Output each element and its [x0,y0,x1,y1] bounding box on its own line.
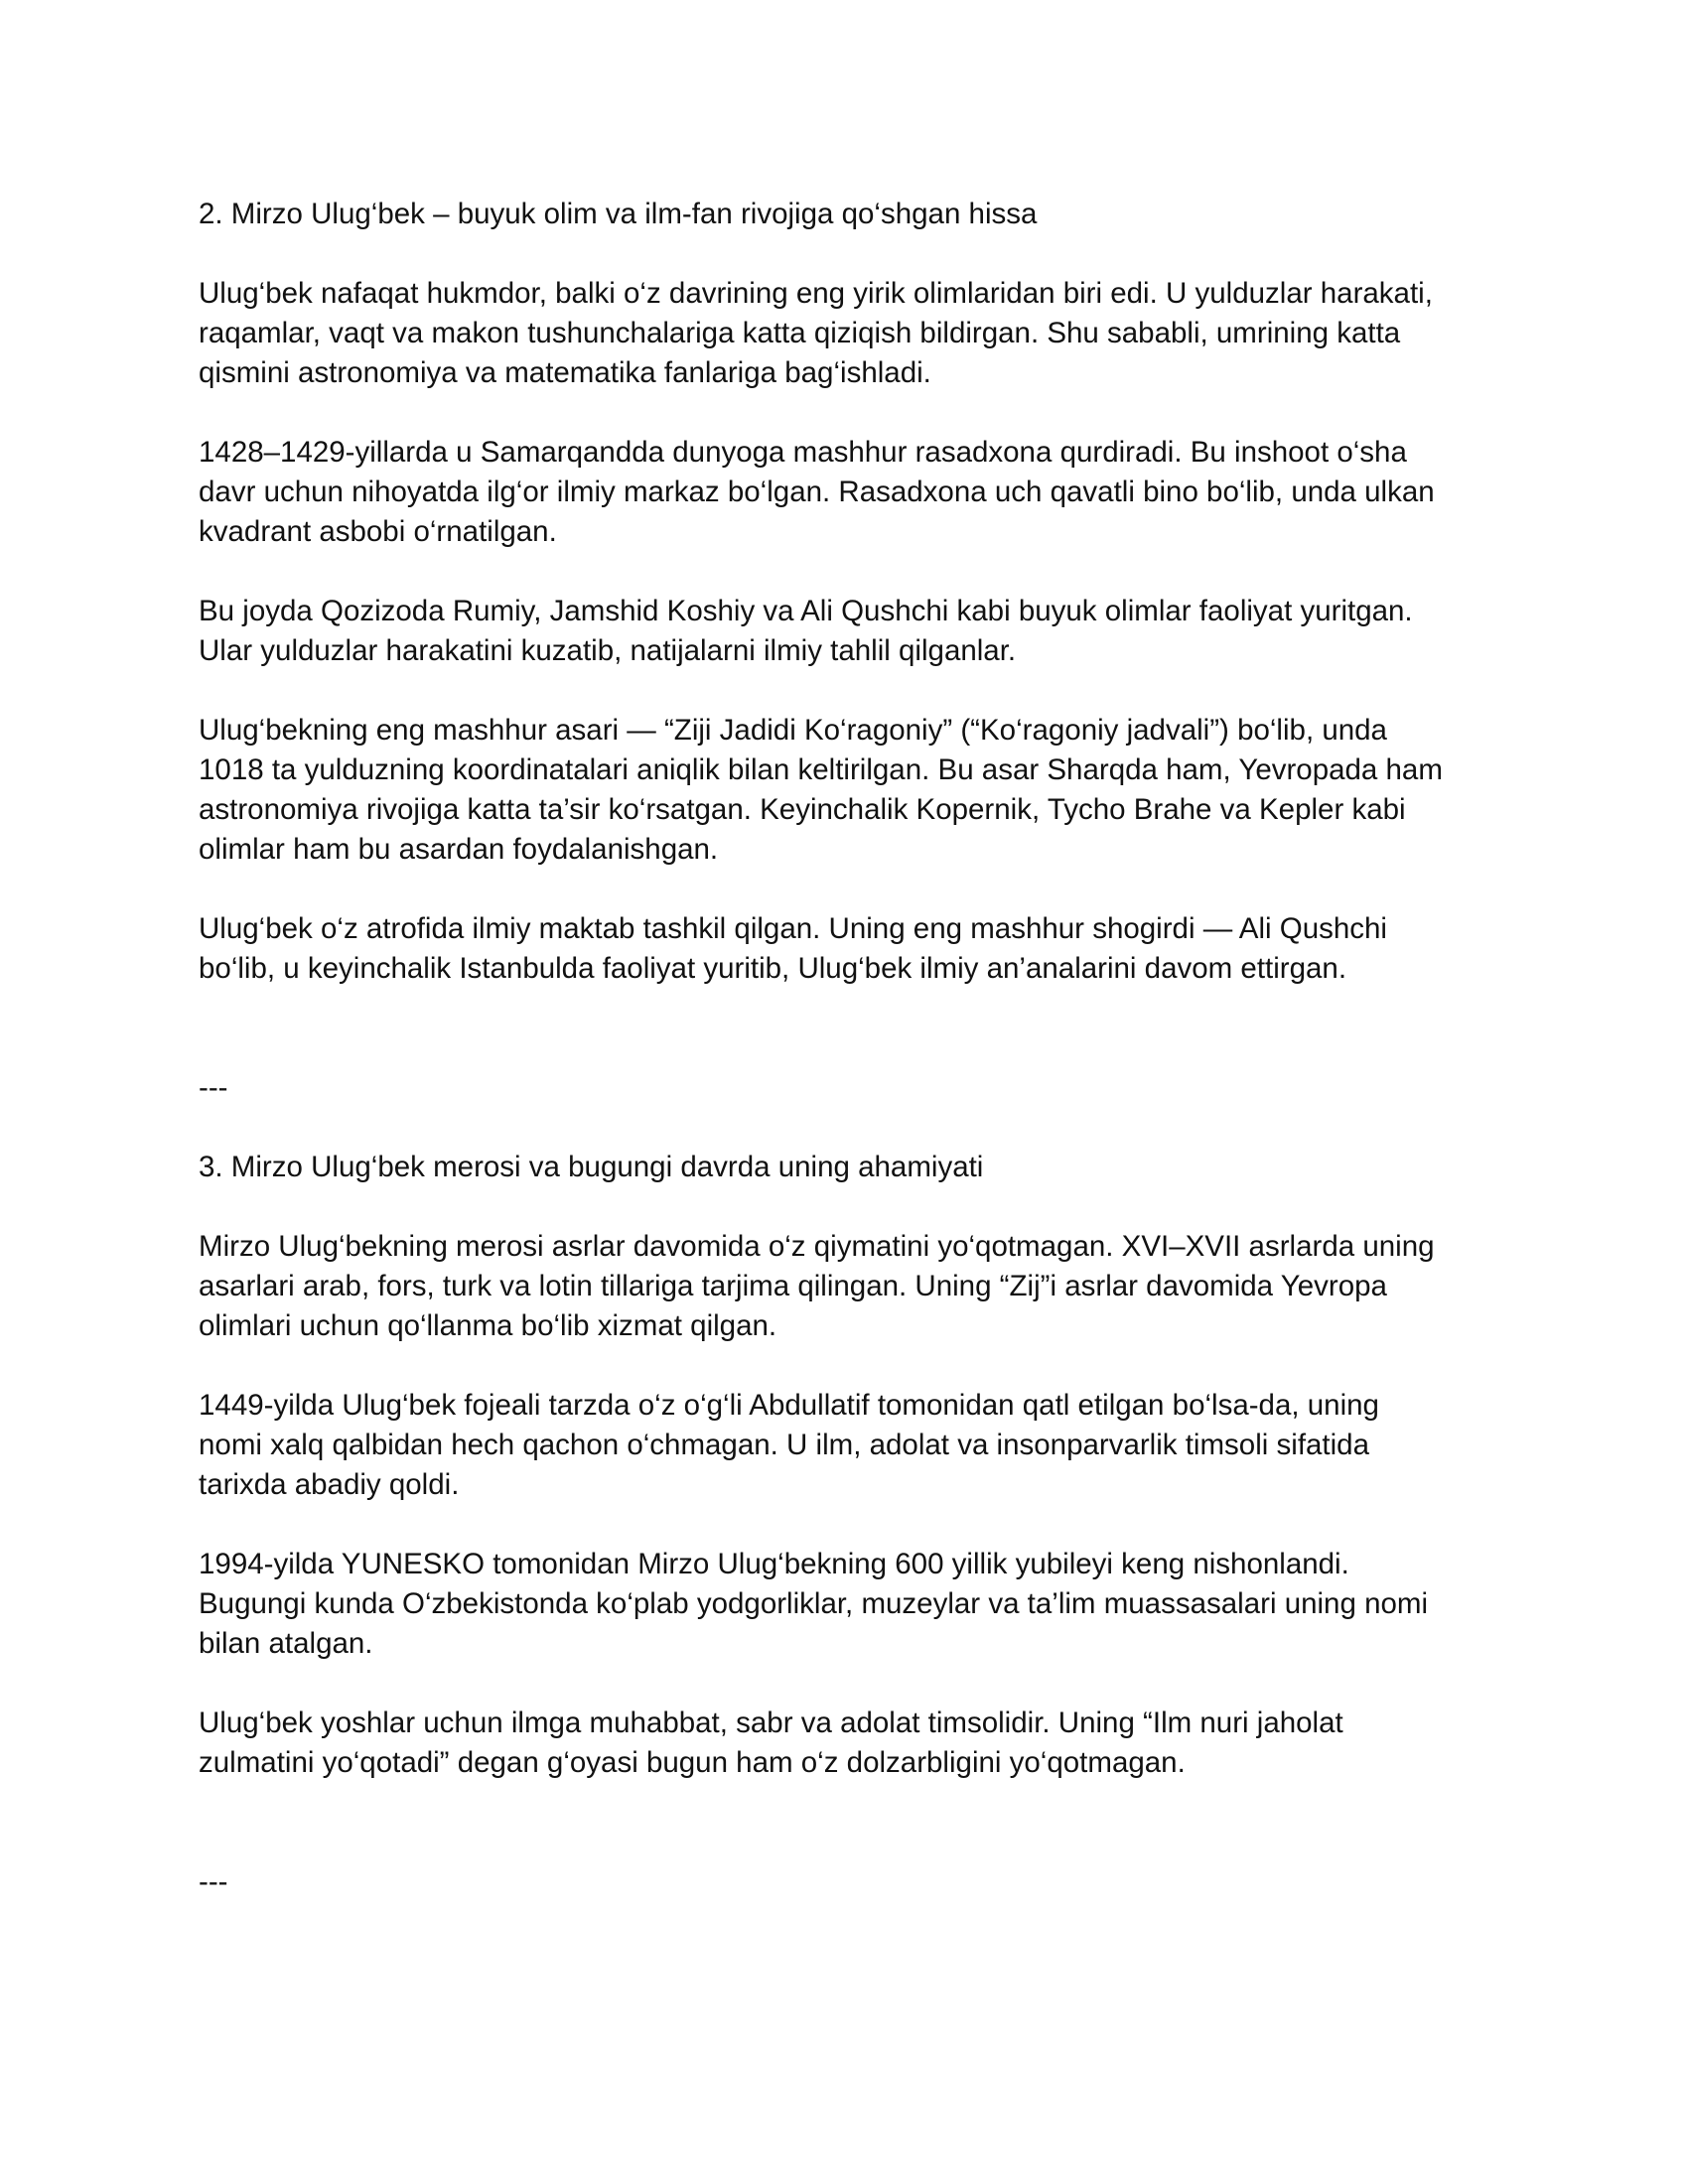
text-line: bilan atalgan. [199,1627,373,1660]
separator-text: --- [199,1865,228,1898]
paragraph [199,433,1499,552]
heading-text: 2. Mirzo Ulug‘bek – buyuk olim va ilm-fan rivojiga qo‘shgan hissa [199,198,1038,230]
text-line: 1449-yilda Ulug‘bek fojeali tarzda o‘z o‘g‘li Abdullatif tomonidan qatl etilgan bo‘lsa-da, uning [199,1389,1379,1422]
text-line: bo‘lib, u keyinchalik Istanbulda faoliyat yuritib, Ulug‘bek ilmiy an’analarini davom ettirgan. [199,952,1347,985]
paragraph [199,711,1499,870]
text-line: Mirzo Ulug‘bekning merosi asrlar davomida o‘z qiymatini yo‘qotmagan. XVI–XVII asrlarda uning [199,1230,1435,1263]
text-line: Ulug‘bek nafaqat hukmdor, balki o‘z davrining eng yirik olimlaridan biri edi. U yulduzlar harakati, [199,277,1433,310]
text-line: nomi xalq qalbidan hech qachon o‘chmagan. U ilm, adolat va insonparvarlik timsoli sifatida [199,1429,1369,1461]
text-line: Ulug‘bekning eng mashhur asari — “Ziji Jadidi Ko‘ragoniy” (“Ko‘ragoniy jadvali”) bo‘lib, unda [199,714,1387,747]
paragraph [199,1227,1499,1346]
text-line: 1018 ta yulduzning koordinatalari aniqlik bilan keltirilgan. Bu asar Sharqda ham, Yevropada ham [199,753,1443,786]
heading-text: 3. Mirzo Ulug‘bek merosi va bugungi davrda uning ahamiyati [199,1151,984,1183]
text-line: raqamlar, vaqt va makon tushunchalariga katta qiziqish bildirgan. Shu sababli, umrining katta [199,317,1401,349]
section-3-heading [199,1148,1499,1187]
text-line: Ulug‘bek yoshlar uchun ilmga muhabbat, sabr va adolat timsolidir. Uning “Ilm nuri jaholat [199,1706,1343,1739]
paragraph [199,909,1499,989]
separator-text: --- [199,1071,228,1104]
text-line: tarixda abadiy qoldi. [199,1468,460,1501]
section-separator [199,1068,1499,1108]
text-line: olimlari uchun qo‘llanma bo‘lib xizmat qilgan. [199,1309,777,1342]
section-separator [199,1862,1499,1902]
text-line: davr uchun nihoyatda ilg‘or ilmiy markaz bo‘lgan. Rasadxona uch qavatli bino bo‘lib, unda ulkan [199,476,1435,508]
text-line: 1994-yilda YUNESKO tomonidan Mirzo Ulug‘bekning 600 yillik yubileyi keng nishonlandi. [199,1548,1349,1580]
paragraph [199,274,1499,393]
document-body [199,195,1499,1902]
text-line: Bu joyda Qozizoda Rumiy, Jamshid Koshiy va Ali Qushchi kabi buyuk olimlar faoliyat yuritgan. [199,595,1413,627]
text-line: zulmatini yo‘qotadi” degan g‘oyasi bugun ham o‘z dolzarbligini yo‘qotmagan. [199,1746,1186,1779]
text-line: Bugungi kunda O‘zbekistonda ko‘plab yodgorliklar, muzeylar va ta’lim muassasalari uning nomi [199,1587,1429,1620]
text-line: astronomiya rivojiga katta ta’sir ko‘rsatgan. Keyinchalik Kopernik, Tycho Brahe va Kepler kabi [199,793,1406,826]
text-line: qismini astronomiya va matematika fanlariga bag‘ishladi. [199,356,931,389]
paragraph [199,1545,1499,1664]
paragraph [199,592,1499,671]
paragraph [199,1386,1499,1505]
text-line: Ulug‘bek o‘z atrofida ilmiy maktab tashkil qilgan. Uning eng mashhur shogirdi — Ali Qushchi [199,912,1387,945]
paragraph [199,1704,1499,1783]
text-line: olimlar ham bu asardan foydalanishgan. [199,833,719,866]
text-line: Ular yulduzlar harakatini kuzatib, natijalarni ilmiy tahlil qilganlar. [199,634,1017,667]
text-line: 1428–1429-yillarda u Samarqandda dunyoga mashhur rasadxona qurdiradi. Bu inshoot o‘sha [199,436,1407,469]
text-line: kvadrant asbobi o‘rnatilgan. [199,515,557,548]
section-2-heading [199,195,1499,234]
text-line: asarlari arab, fors, turk va lotin tillariga tarjima qilingan. Uning “Zij”i asrlar davomida Yevropa [199,1270,1387,1302]
